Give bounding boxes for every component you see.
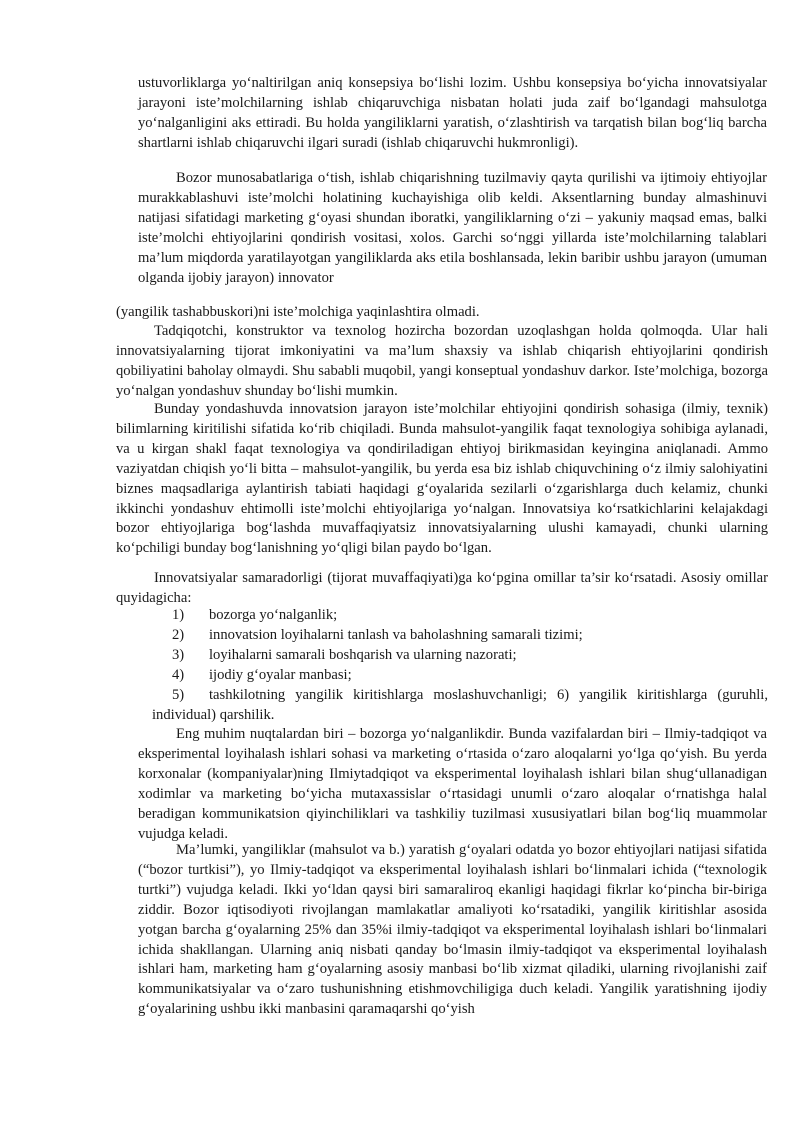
list-item-5 [152,686,768,726]
list-item [172,666,768,686]
list-item-number: 5) [172,687,185,703]
paragraph-7: Ma’lumki, yangiliklar (mahsulot va b.) yaratish g‘oyalari odatda yo bozor ehtiyojlari natijasi sifatida (“bozor turtkisi”), yo Ilmiy-tadqiqot va eksperimental loyihalash ishlari bo‘linmalari ichida (“texnologik turtki”) vujudga keladi. Ikki yo‘ldan qaysi biri samaraliroq ekanligi haqidagi fikrlar ko‘pincha bir-biriga ziddir. Bozor iqtisodiyoti rivojlangan mamlakatlar amaliyoti ko‘rsatadiki, yangilik kiritishlar asosida yotgan barcha g‘oyalarning 25% dan 35%i ilmiy-tadqiqot va eksperimental loyihalash ishlari bo‘linmalari ichida shakllangan. Ularning aniq nisbati qanday bo‘lmasin ilmiy-tadqiqot va eksperimental loyihalash ishlari ham, marketing ham g‘oyalarning asosiy manbasi bo‘lib xizmat qiladiki, ularning rivojlanishi zaif kommunikatsiyalar va o‘zaro tushunishning etishmovchiligiga duch keladi. Yangilik yaratishning ijodiy g‘oyalarining ushbu ikki manbasini qaramaqarshi qo‘yish [138,842,767,1018]
paragraph-2-tail: (yangilik tashabbuskori)ni iste’molchiga yaqinlashtira olmadi. [116,304,480,320]
list-item-text: loyihalarni samarali boshqarish va ularning nazorati; [209,646,517,663]
paragraph-3: Tadqiqotchi, konstruktor va texnolog hozircha bozordan uzoqlashgan holda qolmoqda. Ular hali innovatsiyalarning tijorat imkoniyatini va ma’lum shaxsiy va ishlab chiqarish ehtiyojlarini qondirish qobiliyatini baholay olmaydi. Shu sababli muqobil, yangi konseptual yondashuv darkor. Iste’molchiga, bozorga yo‘nalgan yondashuv shunday bo‘lishi mumkin. [116,323,768,399]
list-item-number: 1) [172,607,185,623]
paragraph-5: Innovatsiyalar samaradorligi (tijorat muvaffaqiyati)ga ko‘pgina omillar ta’sir ko‘rsatadi. Asosiy omillar quyidagicha: [116,570,768,606]
paragraph-4: Bunday yondashuvda innovatsion jarayon iste’molchilar ehtiyojini qondirish sohasiga (ilmiy, texnik) bilimlarning kiritilishi sifatida ko‘rib chiqiladi. Bunda mahsulot-yangilik faqat texnologiya sohibiga aylanadi, va u kirgan shakl faqat texnologiya va qondiriladigan ehtiyoj birikmasidan keyingina aniqlanadi. Ammo vaziyatdan chiqish yo‘li bitta – mahsulot-yangilik, bu yerda esa biz ishlab chiquvchining o‘z ilmiy salohiyatini biznes maqsadlariga aylantirish tabiati haqidagi g‘oyalarida sezilarli o‘zgarishlarga duch kelamiz, chunki ikkinchi yondashuv ehtimolli iste’molchi ehtiyojlariga yo‘nalgan. Innovatsiya ko‘rsatkichlarini kelajakdagi bozor ehtiyojlariga bog‘lashda muvaffaqiyatsiz innovatsiyalarning ulushi kamayadi, chunki ularning ko‘pchiligi bunday bog‘lanishning yo‘qligi bilan paydo bo‘lgan. [116,401,768,557]
list-item-text: ijodiy g‘oyalar manbasi; [209,666,352,683]
list-item-text: innovatsion loyihalarni tanlash va baholashning samarali tizimi; [209,626,583,643]
list-item-text: bozorga yo‘nalganlik; [209,607,338,623]
list-item-number: 2) [172,626,185,643]
list-item-number: 4) [172,666,185,683]
list-item [172,646,768,666]
factors-list [172,606,768,686]
list-item [172,626,768,646]
list-item-text: tashkilotning yangilik kiritishlarga moslashuvchanligi; 6) yangilik kiritishlarga (guruhli, individual) qarshilik. [152,687,768,723]
paragraph-2: Bozor munosabatlariga o‘tish, ishlab chiqarishning tuzilmaviy qayta qurilishi va ijtimoiy ehtiyojlar murakkablashuvi iste’molchi holatining kuchayishiga olib keldi. Aksentlarning bunday almashinuvi natijasi sifatidagi marketing g‘oyasi shundan iboratki, yangiliklarning o‘zi – yakuniy maqsad emas, balki iste’molchi ehtiyojlarini qondirish vositasi, xolos. Garchi so‘nggi yillarda iste’molchilarning talablari ma’lum miqdorda yaratilayotgan yangiliklarda aks etila boshlansada, lekin baribir ushbu jarayon (umuman olganda ijobiy jarayon) innovator [138,170,767,286]
paragraph-6: Eng muhim nuqtalardan biri – bozorga yo‘nalganlikdir. Bunda vazifalardan biri – Ilmiy-tadqiqot va eksperimental loyihalash ishlari sohasi va marketing o‘rtasida o‘zaro aloqalarni yo‘lga qo‘yish. Bu yerda korxonalar (kompaniyalar)ning Ilmiytadqiqot va eksperimental loyihalash ishlari bilan shug‘ullanadigan xodimlar va marketing bo‘yicha mutaxassislar o‘rtasidagi unumli o‘zaro aloqalar o‘rnatishga halal beradigan kommunikatsion qiyinchiliklari va tashkiliy tuzilmasi xususiyatlari bilan bog‘liq muammolar vujudga keladi. [138,726,767,842]
paragraph-1: ustuvorliklarga yo‘naltirilgan aniq konsepsiya bo‘lishi lozim. Ushbu konsepsiya bo‘yicha innovatsiyalar jarayoni iste’molchilarning ishlab chiqaruvchiga nisbatan holati juda zaif bo‘lgandagi mahsulotga yo‘nalganligini aks ettiradi. Bu holda yangiliklarni yaratish, o‘zlashtirish va tarqatish bilan bog‘liq barcha shartlarni ishlab chiqaruvchi ilgari suradi (ishlab chiqaruvchi hukmronligi). [138,75,767,151]
list-item-number: 3) [172,646,185,663]
list-item [172,606,768,626]
